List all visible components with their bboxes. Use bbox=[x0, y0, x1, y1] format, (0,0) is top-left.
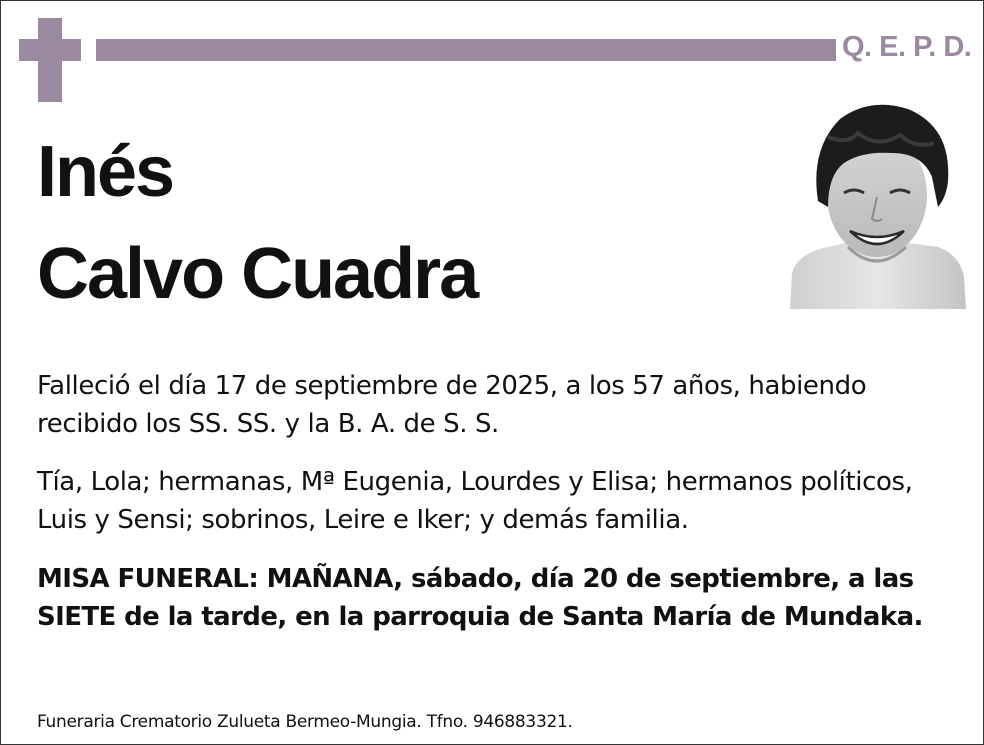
qepd-label: Q. E. P. D. bbox=[842, 31, 972, 63]
deceased-first-name: Inés bbox=[37, 132, 174, 212]
deceased-surnames: Calvo Cuadra bbox=[37, 234, 478, 314]
funeral-mass-text: MISA FUNERAL: MAÑANA, sábado, día 20 de septiembre, a las SIETE de la tarde, en la parroquia de Santa María de Mundaka. bbox=[37, 564, 923, 632]
header-rule bbox=[96, 39, 836, 61]
family-text: Tía, Lola; hermanas, Mª Eugenia, Lourdes y Elisa; hermanos políticos, Luis y Sensi; sobrinos, Leire e Iker; y demás familia. bbox=[37, 467, 913, 535]
portrait-photo bbox=[788, 97, 966, 309]
funeral-home-footer: Funeraria Crematorio Zulueta Bermeo-Mungia. Tfno. 946883321. bbox=[37, 712, 573, 732]
death-notice-text: Falleció el día 17 de septiembre de 2025, a los 57 años, habiendo recibido los SS. SS. y la B. A. de S. S. bbox=[37, 371, 867, 439]
latin-cross-icon bbox=[19, 18, 81, 102]
cross-horizontal-bar bbox=[19, 39, 81, 61]
